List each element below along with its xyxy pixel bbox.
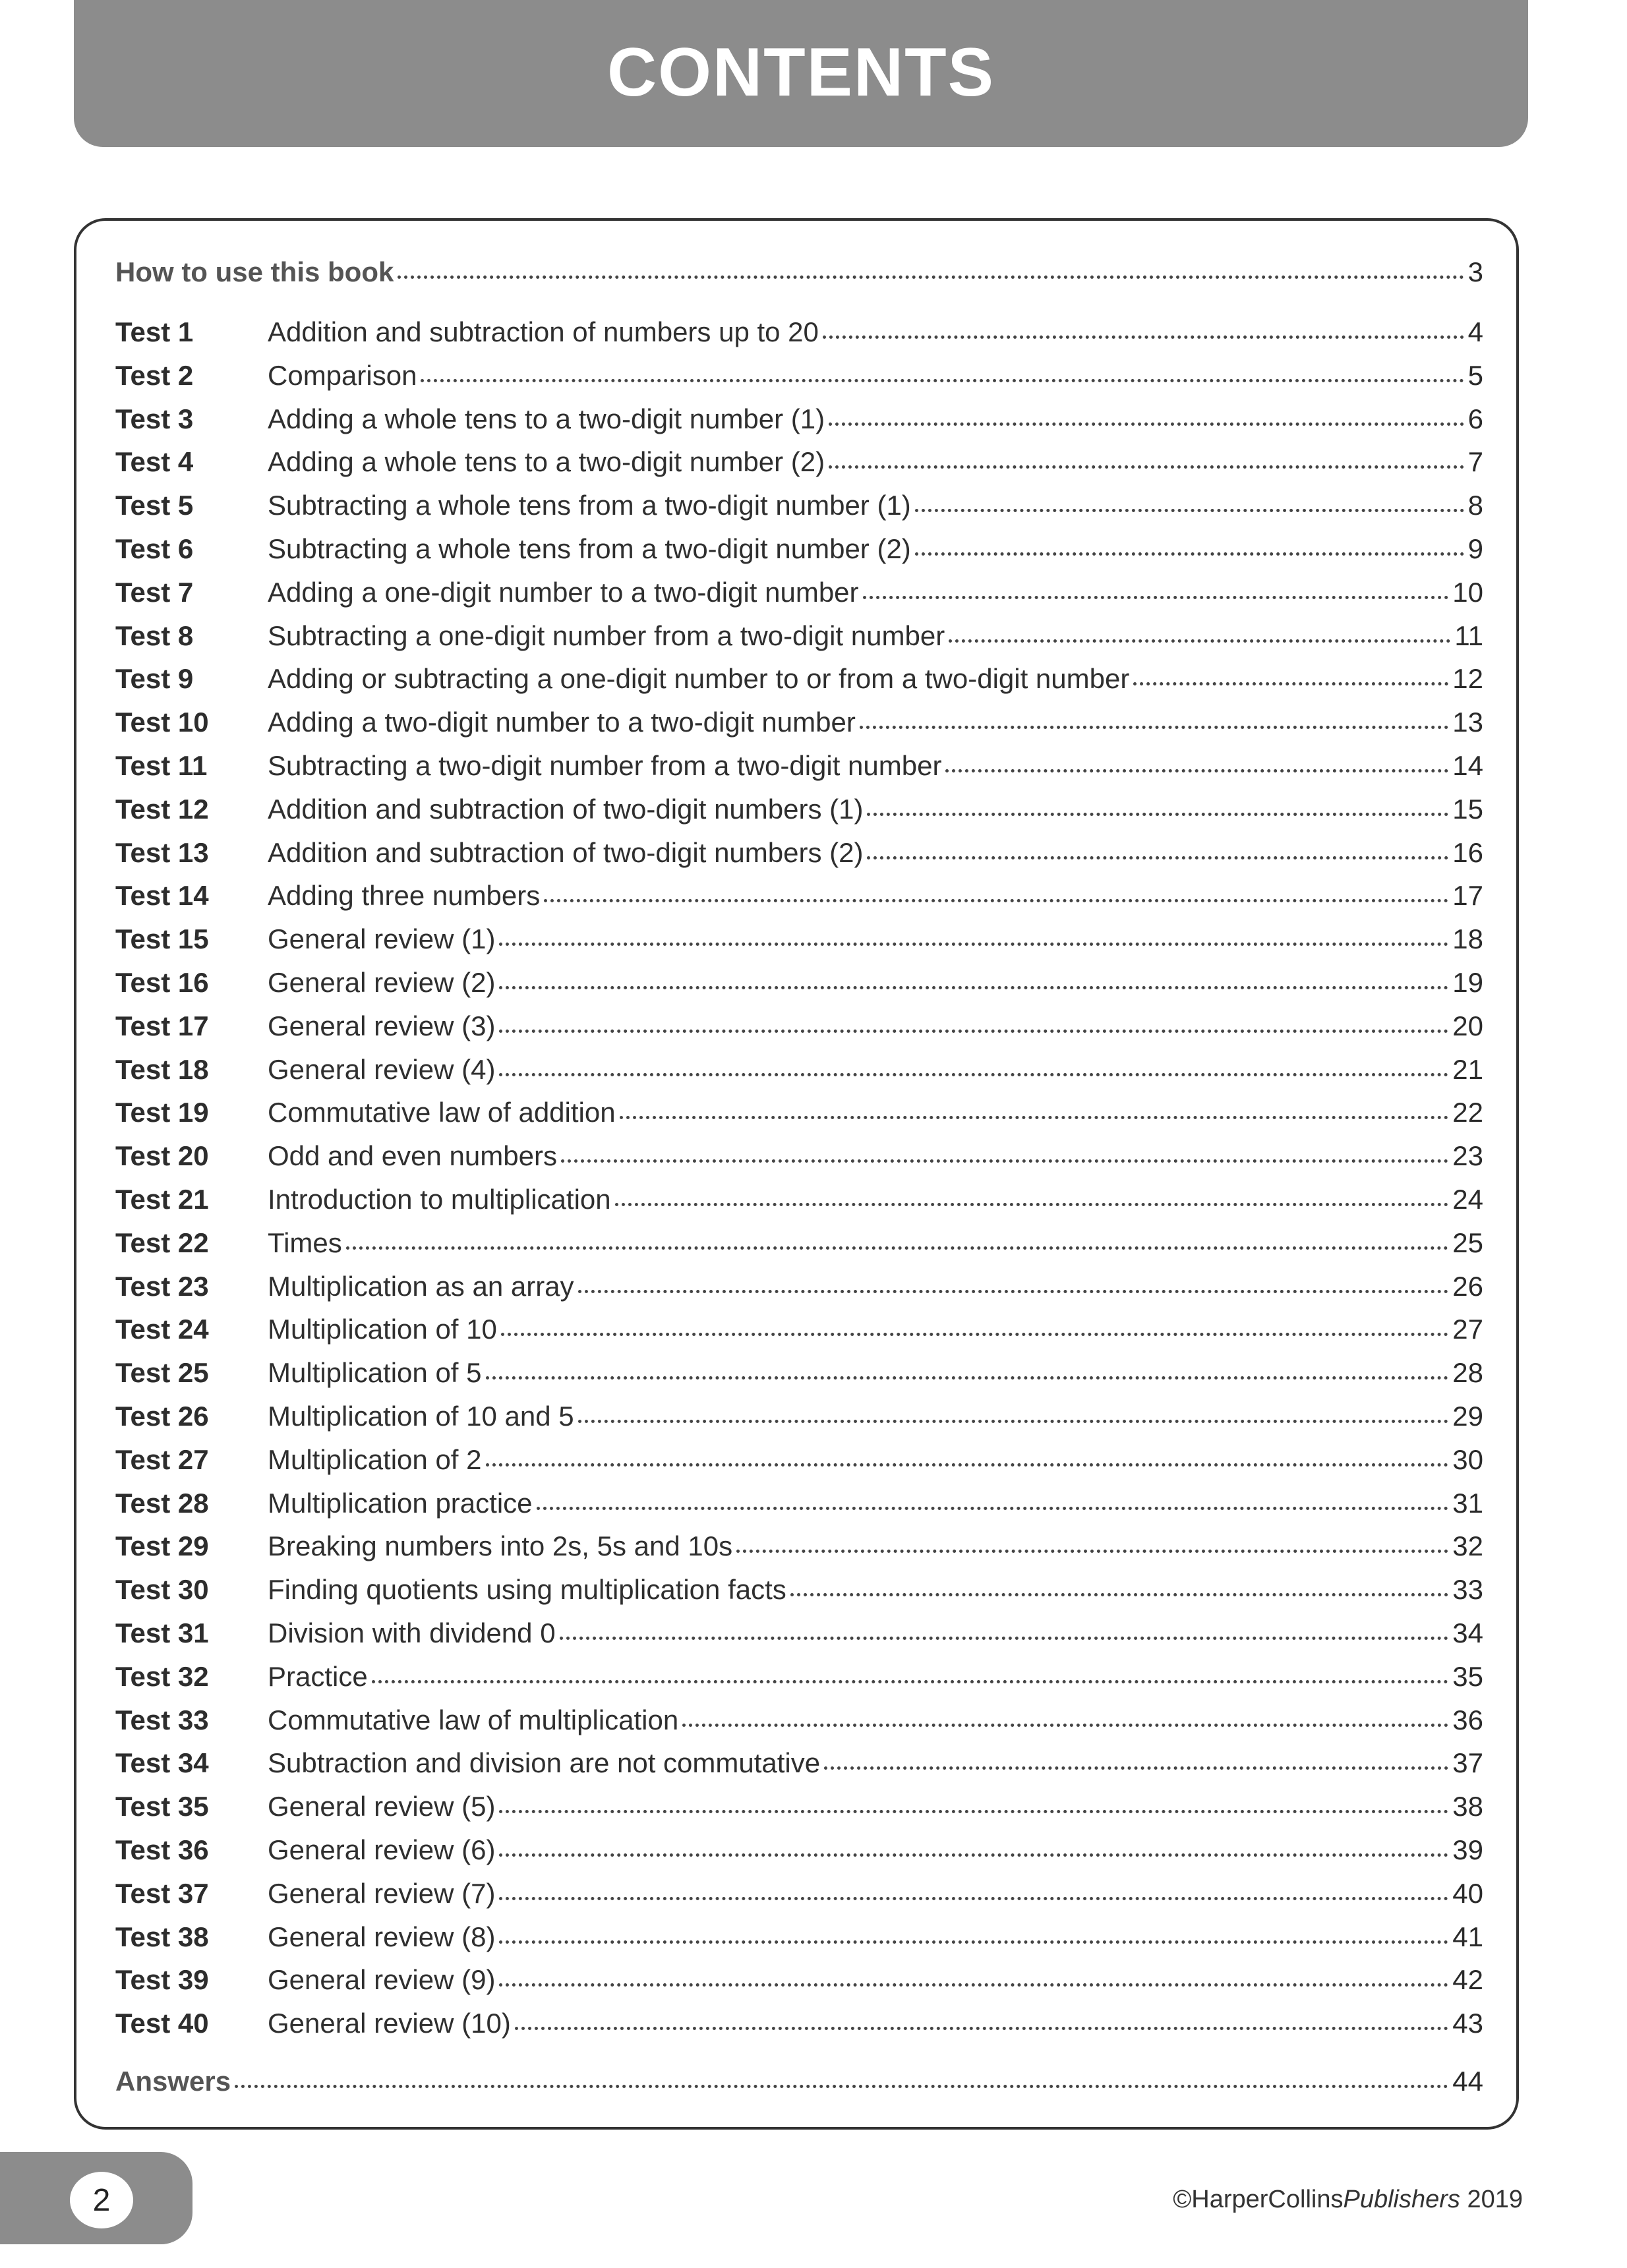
toc-entry[interactable]: [115, 1353, 1483, 1393]
entry-title: General review (6): [268, 1834, 496, 1865]
test-label: Test 16: [115, 967, 209, 998]
test-label: Test 34: [115, 1747, 209, 1779]
entry-page-number: 5: [1467, 359, 1483, 391]
entry-page-number: 37: [1452, 1747, 1483, 1779]
toc-entry[interactable]: [115, 1310, 1483, 1349]
entry-title: Adding a whole tens to a two-digit number (2): [268, 446, 825, 478]
toc-entry[interactable]: [115, 486, 1483, 525]
dot-leader: [501, 1333, 1448, 1336]
dot-leader: [499, 943, 1448, 946]
entry-page-number: 28: [1452, 1357, 1483, 1389]
dot-leader: [790, 1593, 1449, 1596]
entry-title: Subtracting a two-digit number from a two-digit number: [268, 750, 942, 781]
dot-leader: [620, 1116, 1449, 1119]
toc-entry[interactable]: [115, 790, 1483, 829]
toc-entry[interactable]: [115, 2004, 1483, 2043]
test-label: Test 11: [115, 750, 208, 781]
toc-entry[interactable]: [115, 1917, 1483, 1957]
toc-entry[interactable]: [115, 573, 1483, 612]
toc-entry[interactable]: [115, 1180, 1483, 1219]
test-label: Test 26: [115, 1401, 209, 1432]
entry-title: Multiplication of 10: [268, 1314, 497, 1345]
toc-entry[interactable]: [115, 1743, 1483, 1783]
dot-leader: [499, 1983, 1448, 1987]
test-label: Test 22: [115, 1227, 209, 1258]
entry-title: General review (10): [268, 2008, 511, 2039]
dot-leader: [863, 596, 1449, 599]
dot-leader: [486, 1463, 1449, 1467]
test-label: Test 8: [115, 620, 194, 651]
entry-title: Addition and subtraction of numbers up to 20: [268, 316, 819, 347]
entry-page-number: 3: [1467, 256, 1483, 287]
test-label: Test 14: [115, 880, 209, 912]
entry-page-number: 44: [1452, 2066, 1483, 2097]
dot-leader: [824, 1766, 1448, 1770]
entry-title: Adding a one-digit number to a two-digit number: [268, 576, 859, 608]
dot-leader: [499, 1073, 1448, 1076]
dot-leader: [499, 1940, 1448, 1944]
entry-page-number: 30: [1452, 1443, 1483, 1475]
toc-entry[interactable]: [115, 1440, 1483, 1480]
test-label: Test 10: [115, 707, 209, 738]
entry-title: Practice: [268, 1660, 368, 1692]
dot-leader: [1133, 682, 1448, 685]
dot-leader: [537, 1507, 1449, 1510]
test-label: Test 36: [115, 1834, 209, 1865]
test-label: Test 29: [115, 1530, 209, 1562]
entry-title: Commutative law of addition: [268, 1097, 616, 1128]
entry-page-number: 43: [1452, 2008, 1483, 2039]
copyright-publisher: Publishers: [1343, 2186, 1460, 2213]
test-label: Test 7: [115, 576, 194, 608]
entry-page-number: 12: [1452, 663, 1483, 695]
test-label: Test 23: [115, 1270, 209, 1302]
dot-leader: [235, 2085, 1448, 2088]
dot-leader: [499, 1853, 1448, 1857]
test-label: Test 1: [115, 316, 194, 347]
entry-page-number: 41: [1452, 1921, 1483, 1952]
toc-entry[interactable]: [115, 919, 1483, 959]
test-label: Test 30: [115, 1574, 209, 1606]
test-label: Test 4: [115, 446, 194, 478]
entry-page-number: 17: [1452, 880, 1483, 912]
dot-leader: [823, 335, 1464, 339]
test-label: Test 12: [115, 793, 209, 825]
entry-page-number: 19: [1452, 967, 1483, 998]
dot-leader: [560, 1637, 1449, 1640]
test-label: Test 5: [115, 490, 194, 521]
entry-page-number: 42: [1452, 1964, 1483, 1996]
toc-entry[interactable]: [115, 1397, 1483, 1436]
toc-entry[interactable]: [115, 312, 1483, 352]
entry-page-number: 26: [1452, 1270, 1483, 1302]
entry-page-number: 31: [1452, 1487, 1483, 1519]
entry-page-number: 18: [1452, 923, 1483, 955]
entry-page-number: 14: [1452, 750, 1483, 781]
entry-title: How to use this book: [115, 256, 394, 287]
entry-title: General review (8): [268, 1921, 496, 1952]
toc-entry[interactable]: [115, 833, 1483, 873]
toc-entry[interactable]: [115, 1223, 1483, 1263]
test-label: Test 38: [115, 1921, 209, 1952]
toc-entry[interactable]: [115, 1830, 1483, 1870]
dot-leader: [860, 726, 1448, 729]
entry-page-number: 9: [1467, 533, 1483, 564]
entry-title: Subtraction and division are not commutative: [268, 1747, 821, 1779]
entry-title: Subtracting a whole tens from a two-digit number (2): [268, 533, 911, 564]
entry-page-number: 35: [1452, 1660, 1483, 1692]
test-label: Test 25: [115, 1357, 209, 1389]
entry-page-number: 34: [1452, 1617, 1483, 1648]
test-label: Test 39: [115, 1964, 209, 1996]
entry-title: General review (5): [268, 1791, 496, 1822]
entry-title: Adding or subtracting a one-digit number to or from a two-digit number: [268, 663, 1130, 695]
entry-page-number: 20: [1452, 1010, 1483, 1041]
entry-title: Multiplication as an array: [268, 1270, 574, 1302]
entry-title: General review (1): [268, 923, 496, 955]
dot-leader: [578, 1290, 1449, 1293]
entry-title: General review (4): [268, 1053, 496, 1085]
toc-entry[interactable]: [115, 356, 1483, 395]
entry-page-number: 29: [1452, 1401, 1483, 1432]
dot-leader: [346, 1246, 1449, 1250]
entry-title: Odd and even numbers: [268, 1140, 557, 1172]
entry-title: Division with dividend 0: [268, 1617, 556, 1648]
toc-entry[interactable]: [115, 442, 1483, 482]
dot-leader: [867, 856, 1448, 859]
test-label: Test 20: [115, 1140, 209, 1172]
dot-leader: [499, 1897, 1448, 1900]
entry-title: Multiplication of 2: [268, 1443, 482, 1475]
toc-entry-answers[interactable]: [115, 2062, 1483, 2101]
entry-page-number: 6: [1467, 403, 1483, 434]
dot-leader: [736, 1550, 1448, 1553]
entry-page-number: 39: [1452, 1834, 1483, 1865]
entry-page-number: 33: [1452, 1574, 1483, 1606]
dot-leader: [499, 1810, 1448, 1813]
toc-entry[interactable]: [115, 1701, 1483, 1740]
toc-entry[interactable]: [115, 1484, 1483, 1523]
toc-entry[interactable]: [115, 1093, 1483, 1132]
dot-leader: [945, 769, 1448, 772]
entry-page-number: 8: [1467, 490, 1483, 521]
test-label: Test 31: [115, 1617, 209, 1648]
entry-title: Answers: [115, 2066, 231, 2097]
entry-title: Times: [268, 1227, 342, 1258]
dot-leader: [499, 1030, 1448, 1033]
copyright-notice: [1121, 2186, 1523, 2214]
test-label: Test 35: [115, 1791, 209, 1822]
entry-title: Subtracting a one-digit number from a two-digit number: [268, 620, 945, 651]
header-banner: [74, 0, 1528, 147]
entry-page-number: 38: [1452, 1791, 1483, 1822]
entry-page-number: 13: [1452, 707, 1483, 738]
test-label: Test 33: [115, 1704, 209, 1735]
toc-entry[interactable]: [115, 1267, 1483, 1306]
toc-entry[interactable]: [115, 1006, 1483, 1046]
toc-entry[interactable]: [115, 616, 1483, 656]
entry-title: Adding a whole tens to a two-digit number (1): [268, 403, 825, 434]
dot-leader: [499, 986, 1448, 989]
entry-title: Multiplication of 10 and 5: [268, 1401, 574, 1432]
entry-title: Comparison: [268, 359, 417, 391]
toc-entry[interactable]: [115, 399, 1483, 439]
test-label: Test 32: [115, 1660, 209, 1692]
toc-entry[interactable]: [115, 1570, 1483, 1610]
test-label: Test 40: [115, 2008, 209, 2039]
entry-title: Commutative law of multiplication: [268, 1704, 679, 1735]
copyright-prefix: ©HarperCollins: [1173, 2186, 1344, 2213]
entry-title: Breaking numbers into 2s, 5s and 10s: [268, 1530, 733, 1562]
test-label: Test 27: [115, 1443, 209, 1475]
test-label: Test 19: [115, 1097, 209, 1128]
dot-leader: [829, 465, 1464, 469]
test-label: Test 21: [115, 1184, 209, 1215]
entry-title: General review (7): [268, 1877, 496, 1909]
entry-page-number: 4: [1467, 316, 1483, 347]
entry-page-number: 40: [1452, 1877, 1483, 1909]
entry-title: Multiplication of 5: [268, 1357, 482, 1389]
entry-page-number: 36: [1452, 1704, 1483, 1735]
entry-page-number: 21: [1452, 1053, 1483, 1085]
entry-title: Adding three numbers: [268, 880, 541, 912]
test-label: Test 28: [115, 1487, 209, 1519]
dot-leader: [915, 552, 1464, 556]
toc-entry[interactable]: [115, 1787, 1483, 1826]
entry-page-number: 16: [1452, 836, 1483, 868]
dot-leader: [398, 276, 1464, 279]
entry-page-number: 27: [1452, 1314, 1483, 1345]
test-label: Test 13: [115, 836, 209, 868]
test-label: Test 6: [115, 533, 194, 564]
toc-entry[interactable]: [115, 659, 1483, 699]
entry-title: Introduction to multiplication: [268, 1184, 611, 1215]
toc-entry[interactable]: [115, 963, 1483, 1003]
entry-title: General review (9): [268, 1964, 496, 1996]
page-title: CONTENTS: [607, 34, 995, 111]
page-number: 2: [70, 2172, 133, 2228]
entry-title: General review (3): [268, 1010, 496, 1041]
entry-title: Finding quotients using multiplication facts: [268, 1574, 786, 1606]
entry-page-number: 25: [1452, 1227, 1483, 1258]
entry-page-number: 23: [1452, 1140, 1483, 1172]
toc-entry-how-to-use[interactable]: [115, 252, 1483, 292]
dot-leader: [915, 509, 1464, 512]
toc-entry[interactable]: [115, 1960, 1483, 2000]
toc-entry[interactable]: [115, 876, 1483, 916]
test-label: Test 3: [115, 403, 194, 434]
test-label: Test 37: [115, 1877, 209, 1909]
test-label: Test 2: [115, 359, 194, 391]
entry-title: General review (2): [268, 967, 496, 998]
toc-entry[interactable]: [115, 1527, 1483, 1566]
entry-page-number: 32: [1452, 1530, 1483, 1562]
dot-leader: [486, 1376, 1449, 1380]
dot-leader: [615, 1203, 1449, 1206]
entry-page-number: 11: [1454, 620, 1483, 651]
dot-leader: [949, 639, 1450, 643]
dot-leader: [544, 899, 1448, 902]
entry-page-number: 7: [1467, 446, 1483, 478]
entry-title: Addition and subtraction of two-digit numbers (2): [268, 836, 864, 868]
entry-page-number: 22: [1452, 1097, 1483, 1128]
toc-entry[interactable]: [115, 1657, 1483, 1697]
entry-title: Addition and subtraction of two-digit numbers (1): [268, 793, 864, 825]
toc-entry[interactable]: [115, 703, 1483, 742]
test-label: Test 15: [115, 923, 209, 955]
dot-leader: [682, 1724, 1448, 1727]
dot-leader: [867, 813, 1448, 816]
test-label: Test 9: [115, 663, 194, 695]
test-label: Test 18: [115, 1053, 209, 1085]
dot-leader: [578, 1420, 1449, 1423]
dot-leader: [421, 379, 1464, 382]
dot-leader: [829, 422, 1464, 426]
copyright-year: 2019: [1460, 2186, 1523, 2213]
test-label: Test 24: [115, 1314, 209, 1345]
entry-title: Multiplication practice: [268, 1487, 533, 1519]
test-label: Test 17: [115, 1010, 209, 1041]
entry-title: Subtracting a whole tens from a two-digit number (1): [268, 490, 911, 521]
toc-entry[interactable]: [115, 529, 1483, 569]
dot-leader: [372, 1680, 1449, 1683]
dot-leader: [561, 1159, 1448, 1163]
entry-page-number: 24: [1452, 1184, 1483, 1215]
toc-entry[interactable]: [115, 1050, 1483, 1090]
toc-entry[interactable]: [115, 746, 1483, 786]
dot-leader: [515, 2027, 1448, 2030]
entry-page-number: 10: [1452, 576, 1483, 608]
toc-entry[interactable]: [115, 1136, 1483, 1176]
toc-entry[interactable]: [115, 1874, 1483, 1913]
toc-entry[interactable]: [115, 1614, 1483, 1653]
entry-title: Adding a two-digit number to a two-digit number: [268, 707, 856, 738]
entry-page-number: 15: [1452, 793, 1483, 825]
